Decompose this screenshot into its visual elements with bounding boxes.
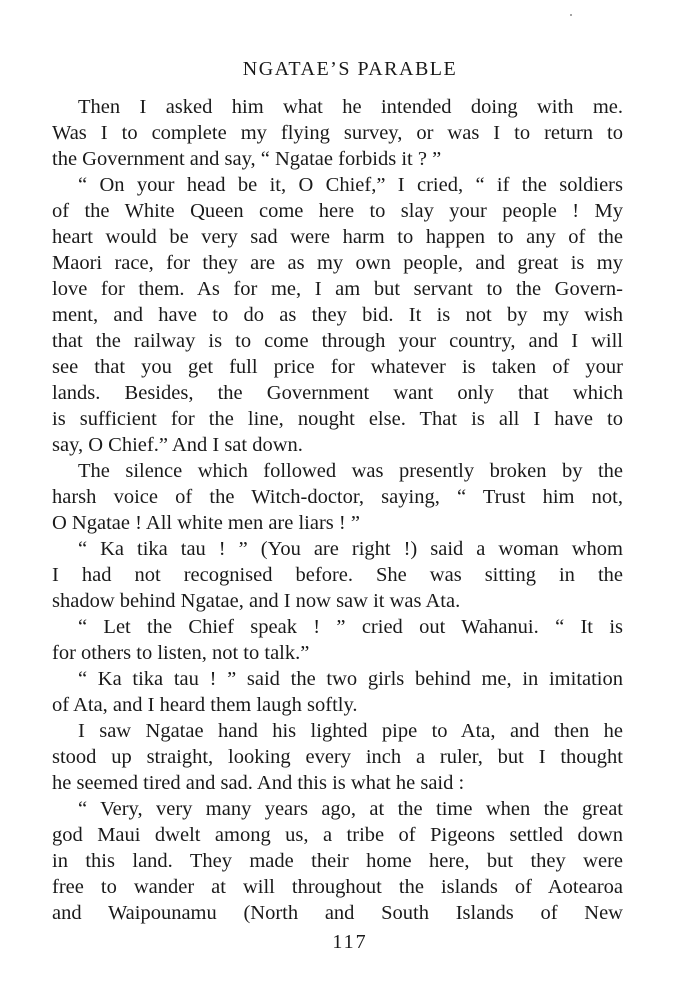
text-line: lands. Besides, the Government want only that which bbox=[52, 382, 623, 404]
text-line: the Government and say, “ Ngatae forbids it ? ” bbox=[52, 148, 442, 170]
text-line: The silence which followed was presently broken by the bbox=[78, 460, 623, 482]
text-line: love for them. As for me, I am but servant to the Govern- bbox=[52, 278, 623, 300]
text-line: free to wander at will throughout the islands of Aotearoa bbox=[52, 876, 623, 898]
text-line: ment, and have to do as they bid. It is not by my wish bbox=[52, 304, 623, 326]
text-line: god Maui dwelt among us, a tribe of Pigeons settled down bbox=[52, 824, 623, 846]
text-line: and Waipounamu (North and South Islands of New bbox=[52, 902, 623, 924]
text-line: is sufficient for the line, nought else. That is all I have to bbox=[52, 408, 623, 430]
text-line: I saw Ngatae hand his lighted pipe to Ata, and then he bbox=[78, 720, 623, 742]
text-line: heart would be very sad were harm to happen to any of the bbox=[52, 226, 623, 248]
text-line: “ Ka tika tau ! ” said the two girls behind me, in imitation bbox=[78, 668, 623, 690]
text-line: O Ngatae ! All white men are liars ! ” bbox=[52, 512, 360, 534]
text-line: in this land. They made their home here, but they were bbox=[52, 850, 623, 872]
text-line: shadow behind Ngatae, and I now saw it was Ata. bbox=[52, 590, 461, 612]
text-line: Was I to complete my flying survey, or was I to return to bbox=[52, 122, 623, 144]
text-line: see that you get full price for whatever is taken of your bbox=[52, 356, 623, 378]
text-line: “ Let the Chief speak ! ” cried out Wahanui. “ It is bbox=[78, 616, 623, 638]
text-line: Maori race, for they are as my own people, and great is my bbox=[52, 252, 623, 274]
text-line: say, O Chief.” And I sat down. bbox=[52, 434, 303, 456]
text-line: of Ata, and I heard them laugh softly. bbox=[52, 694, 358, 716]
text-line: stood up straight, looking every inch a ruler, but I thought bbox=[52, 746, 623, 768]
text-line: that the railway is to come through your country, and I will bbox=[52, 330, 623, 352]
text-line: I had not recognised before. She was sitting in the bbox=[52, 564, 623, 586]
text-line: “ On your head be it, O Chief,” I cried, “ if the soldiers bbox=[78, 174, 623, 196]
page-speck bbox=[570, 14, 572, 16]
text-line: for others to listen, not to talk.” bbox=[52, 642, 310, 664]
text-line: “ Very, very many years ago, at the time when the great bbox=[78, 798, 623, 820]
body-text bbox=[52, 94, 623, 926]
text-line: Then I asked him what he intended doing with me. bbox=[78, 96, 623, 118]
page-number: 117 bbox=[332, 931, 368, 953]
running-head: NGATAE’S PARABLE bbox=[242, 58, 458, 80]
text-line: he seemed tired and sad. And this is what he said : bbox=[52, 772, 465, 794]
text-line: of the White Queen come here to slay your people ! My bbox=[52, 200, 623, 222]
text-line: “ Ka tika tau ! ” (You are right !) said a woman whom bbox=[78, 538, 623, 560]
text-line: harsh voice of the Witch-doctor, saying, “ Trust him not, bbox=[52, 486, 623, 508]
